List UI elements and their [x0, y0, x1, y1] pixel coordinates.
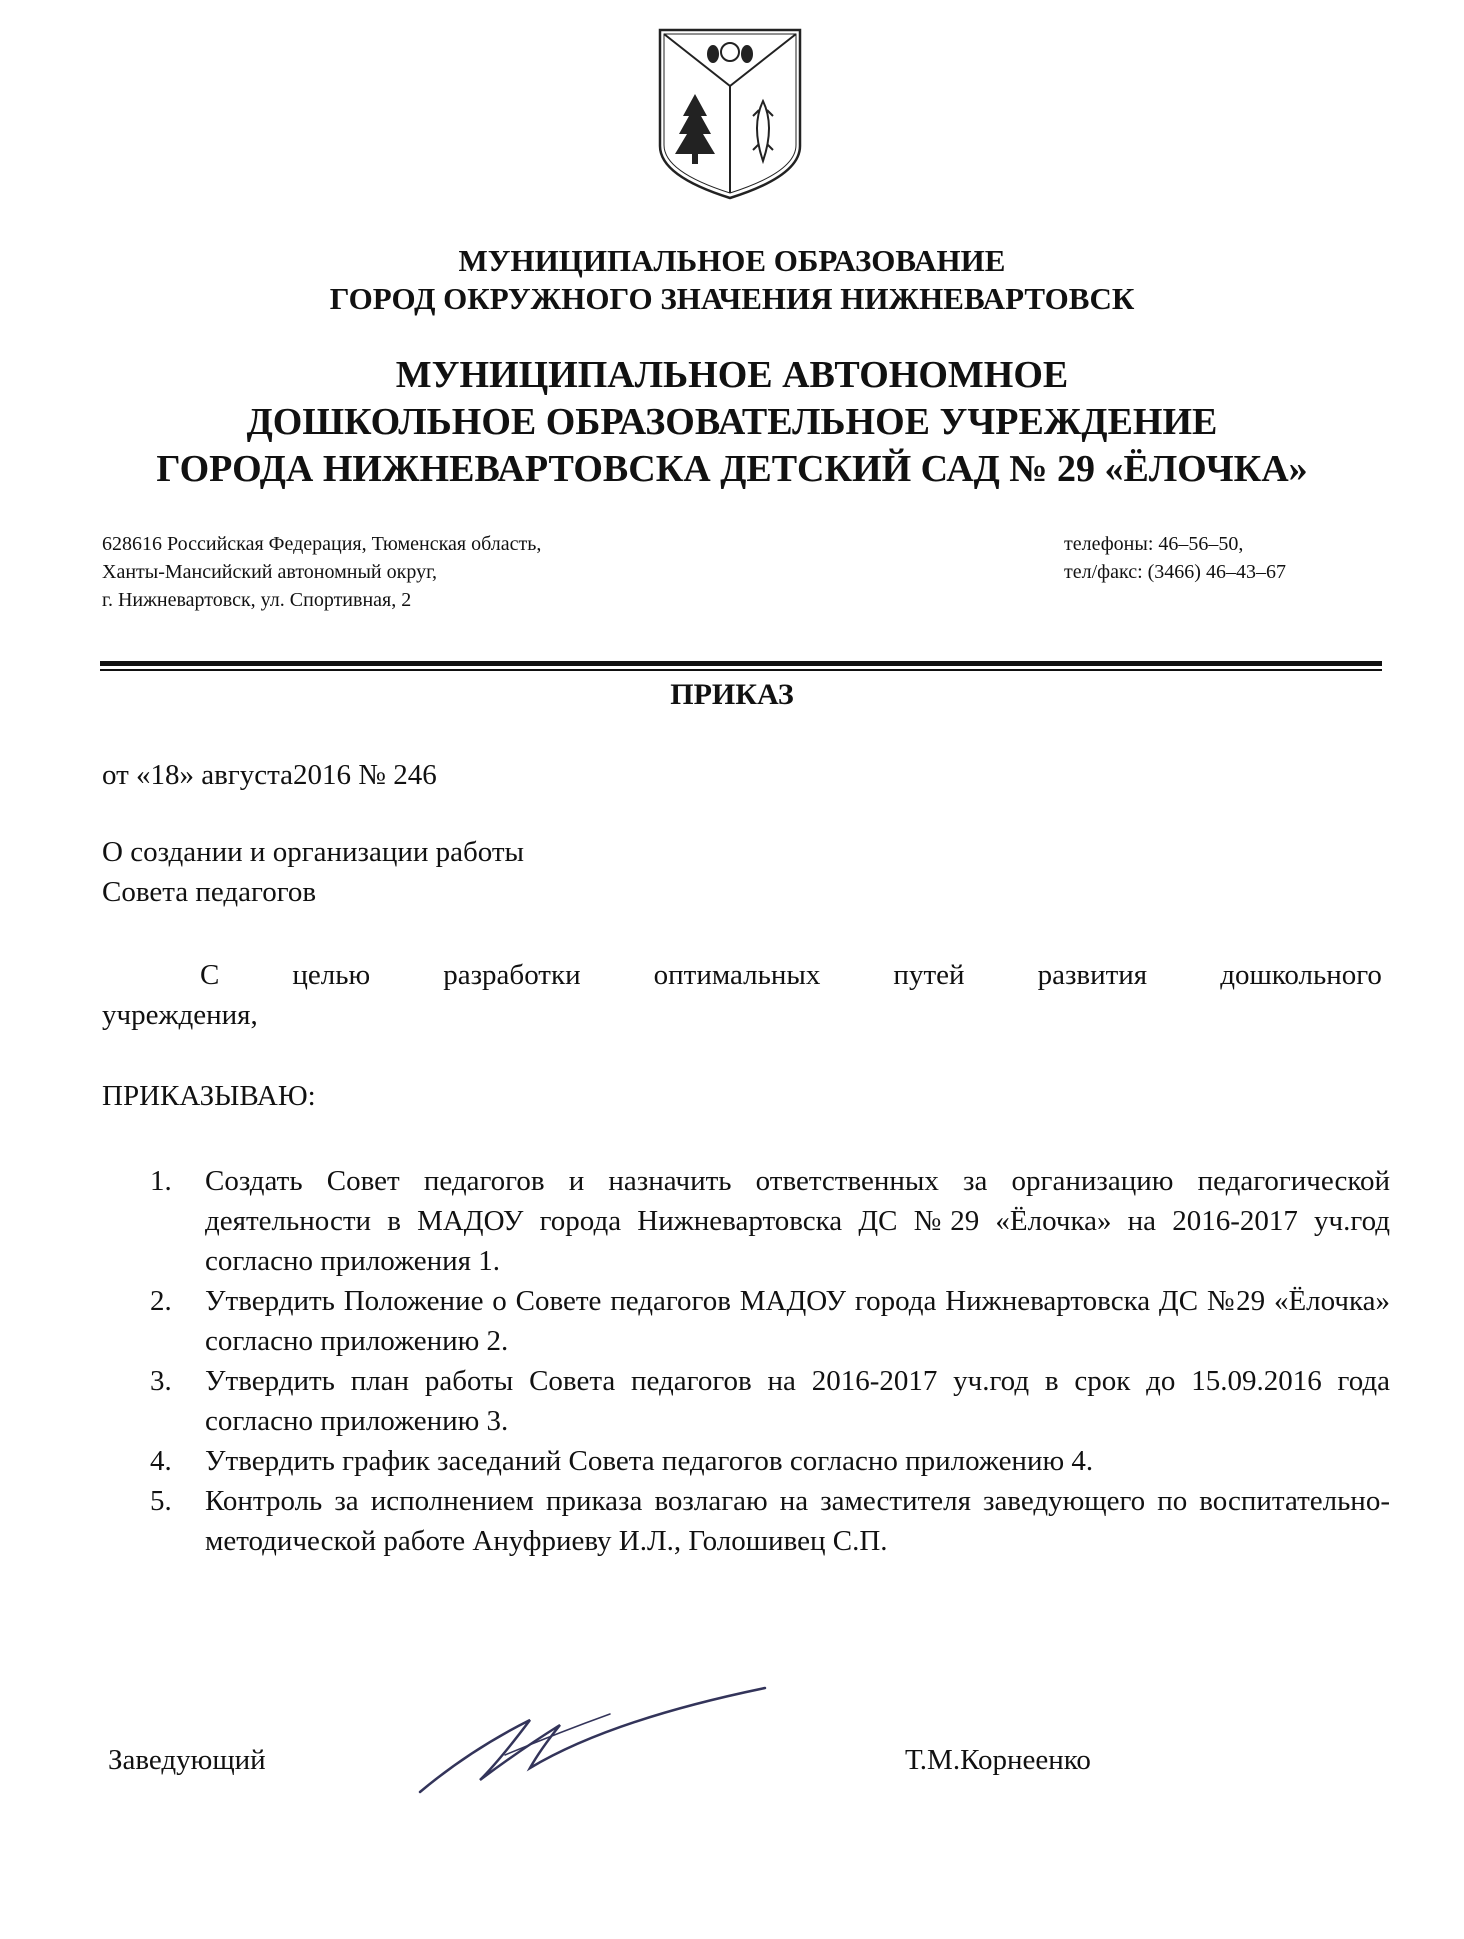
- purpose-word: С: [200, 959, 220, 991]
- list-item: [150, 1441, 1390, 1481]
- order-items-list: [150, 1161, 1390, 1561]
- municipality-line-2: ГОРОД ОКРУЖНОГО ЗНАЧЕНИЯ НИЖНЕВАРТОВСК: [329, 281, 1135, 316]
- purpose-word: целью: [292, 959, 371, 991]
- order-heading: ПРИКАЗЫВАЮ:: [102, 1080, 316, 1112]
- purpose-word: путей: [893, 959, 965, 991]
- purpose-word: разработки: [443, 959, 581, 991]
- address-line: Ханты-Мансийский автономный округ,: [102, 561, 438, 583]
- address-block: [102, 530, 541, 614]
- signatory-name: Т.М.Корнеенко: [905, 1744, 1091, 1776]
- item-text: Создать Совет педагогов и назначить ответственных за организацию педагогической деятельности в МАДОУ города Нижневартовска ДС №29 «Ёлочка» на 2016-2017 уч.год согласно приложения 1.: [205, 1165, 1390, 1277]
- purpose-end: учреждения,: [102, 999, 258, 1031]
- organization-line-1: МУНИЦИПАЛЬНОЕ АВТОНОМНОЕ: [395, 354, 1069, 396]
- item-number: 2.: [150, 1285, 172, 1317]
- subject-line: О создании и организации работы: [102, 836, 525, 868]
- subject-line: Совета педагогов: [102, 876, 317, 908]
- list-item: [150, 1361, 1390, 1441]
- item-text: Контроль за исполнением приказа возлагаю на заместителя заведующего по воспитательно-методической работе Ануфриеву И.Л., Голошивец С.П.: [205, 1485, 1390, 1557]
- coat-of-arms-icon: [655, 26, 805, 201]
- item-number: 5.: [150, 1485, 172, 1517]
- handwritten-signature-icon: [410, 1680, 770, 1800]
- organization-line-3: ГОРОДА НИЖНЕВАРТОВСКА ДЕТСКИЙ САД № 29 «ЁЛОЧКА»: [156, 448, 1308, 490]
- item-text: Утвердить Положение о Совете педагогов МАДОУ города Нижневартовска ДС №29 «Ёлочка» согласно приложению 2.: [205, 1285, 1390, 1357]
- item-number: 3.: [150, 1365, 172, 1397]
- document-title: ПРИКАЗ: [670, 678, 794, 711]
- phone-line: телефоны: 46–56–50,: [1064, 533, 1244, 555]
- header-divider-thick: [100, 661, 1382, 666]
- list-item: [150, 1161, 1390, 1281]
- header-divider-thin: [100, 669, 1382, 671]
- phone-line: тел/факс: (3466) 46–43–67: [1064, 561, 1286, 583]
- address-line: г. Нижневартовск, ул. Спортивная, 2: [102, 589, 412, 611]
- address-line: 628616 Российская Федерация, Тюменская область,: [102, 533, 542, 555]
- phones-block: [1064, 530, 1286, 586]
- list-item: [150, 1281, 1390, 1361]
- item-number: 4.: [150, 1445, 172, 1477]
- organization-line-2: ДОШКОЛЬНОЕ ОБРАЗОВАТЕЛЬНОЕ УЧРЕЖДЕНИЕ: [246, 401, 1218, 443]
- signatory-position: Заведующий: [108, 1744, 266, 1776]
- purpose-word: дошкольного: [1220, 959, 1382, 991]
- document-subject: [102, 832, 524, 912]
- document-date-number: от «18» августа2016 № 246: [102, 759, 437, 791]
- item-text: Утвердить план работы Совета педагогов на 2016-2017 уч.год в срок до 15.09.2016 года согласно приложению 3.: [205, 1365, 1390, 1437]
- purpose-word: оптимальных: [653, 959, 821, 991]
- list-item: [150, 1481, 1390, 1561]
- item-text: Утвердить график заседаний Совета педагогов согласно приложению 4.: [205, 1445, 1094, 1477]
- purpose-word: развития: [1037, 959, 1148, 991]
- purpose-line: [200, 955, 1382, 995]
- item-number: 1.: [150, 1165, 172, 1197]
- municipality-line-1: МУНИЦИПАЛЬНОЕ ОБРАЗОВАНИЕ: [458, 243, 1006, 278]
